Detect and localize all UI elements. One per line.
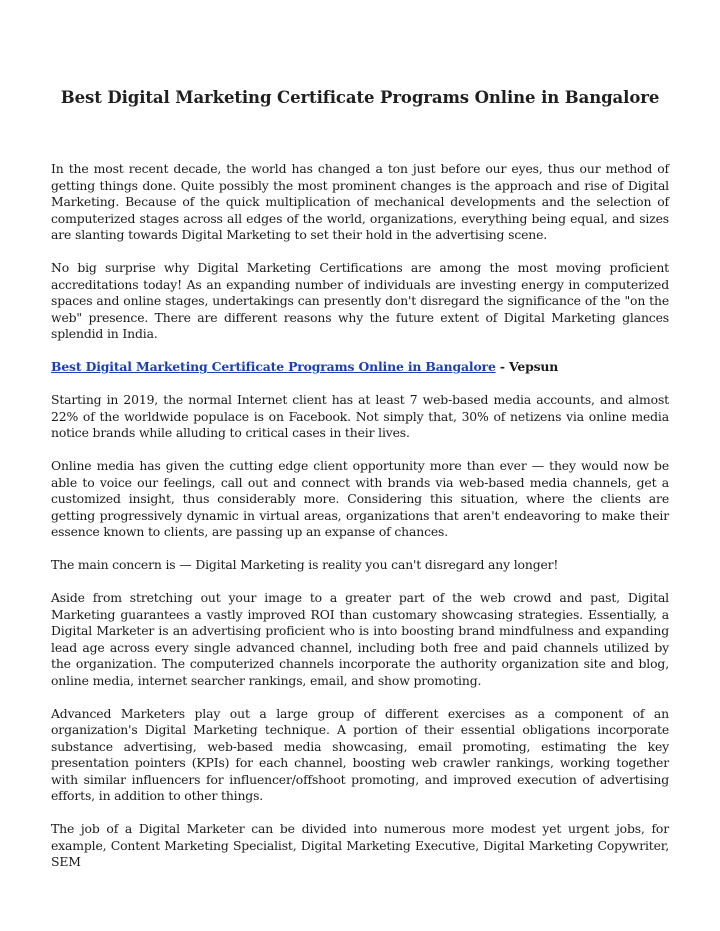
paragraph-certifications: No big surprise why Digital Marketing Certifications are among the most moving proficient accreditations today! As an expanding number of individuals are investing energy in computerized spaces and online stages, undertakings can presently don't disregard the significance of the "on the web" presence. There are different reasons why the future extent of Digital Marketing glances splendid in India. — [51, 260, 669, 341]
paragraph-online-media: Online media has given the cutting edge client opportunity more than ever — they would now be able to voice our feelings, call out and connect with brands via web-based media channels, get a customized insight, thus considerably more. Considering this situation, where the clients are getting progressively dynamic in virtual areas, organizations that aren't endeavoring to make their essence known to clients, are passing up an expanse of chances. — [51, 458, 669, 539]
paragraph-advanced-marketers: Advanced Marketers play out a large group of different exercises as a component of an organization's Digital Marketing technique. A portion of their essential obligations incorporate substance advertising, web-based media showcasing, email promoting, estimating the key presentation pointers (KPIs) for each channel, boosting web crawler rankings, working together with similar influencers for influencer/offshoot promoting, and improved execution of advertising efforts, in addition to other things. — [51, 705, 669, 803]
paragraph-main-concern: The main concern is — Digital Marketing is reality you can't disregard any longer! — [51, 557, 559, 572]
paragraph-intro: In the most recent decade, the world has changed a ton just before our eyes, thus our method of getting things done. Quite possibly the most prominent changes is the approach and rise of Digital Marketing. Because of the quick multiplication of mechanical developments and the selection of computerized stages across all edges of the world, organizations, everything being equal, and sizes are slanting towards Digital Marketing to set their hold in the advertising scene. — [51, 161, 669, 242]
paragraph-statistics: Starting in 2019, the normal Internet client has at least 7 web-based media accounts, and almost 22% of the worldwide populace is on Facebook. Not simply that, 30% of netizens via online media notice brands while alluding to critical cases in their lives. — [51, 392, 669, 440]
document-title: Best Digital Marketing Certificate Programs Online in Bangalore — [60, 88, 660, 107]
paragraph-roi: Aside from stretching out your image to a greater part of the web crowd and past, Digital Marketing guarantees a vastly improved ROI than customary showcasing strategies. Essentially, a Digital Marketer is an advertising proficient who is into boosting brand mindfulness and expanding lead age across every single advanced channel, including both free and paid channels utilized by the organization. The computerized channels incorporate the authority organization site and blog, online media, internet searcher rankings, email, and show promoting. — [51, 590, 669, 688]
program-link[interactable]: Best Digital Marketing Certificate Programs Online in Bangalore — [51, 359, 496, 374]
link-line — [51, 359, 669, 376]
paragraph-job-roles: The job of a Digital Marketer can be divided into numerous more modest yet urgent jobs, for example, Content Marketing Specialist, Digital Marketing Executive, Digital Marketing Copywriter, SEM — [51, 821, 669, 869]
link-suffix: - Vepsun — [495, 359, 559, 374]
